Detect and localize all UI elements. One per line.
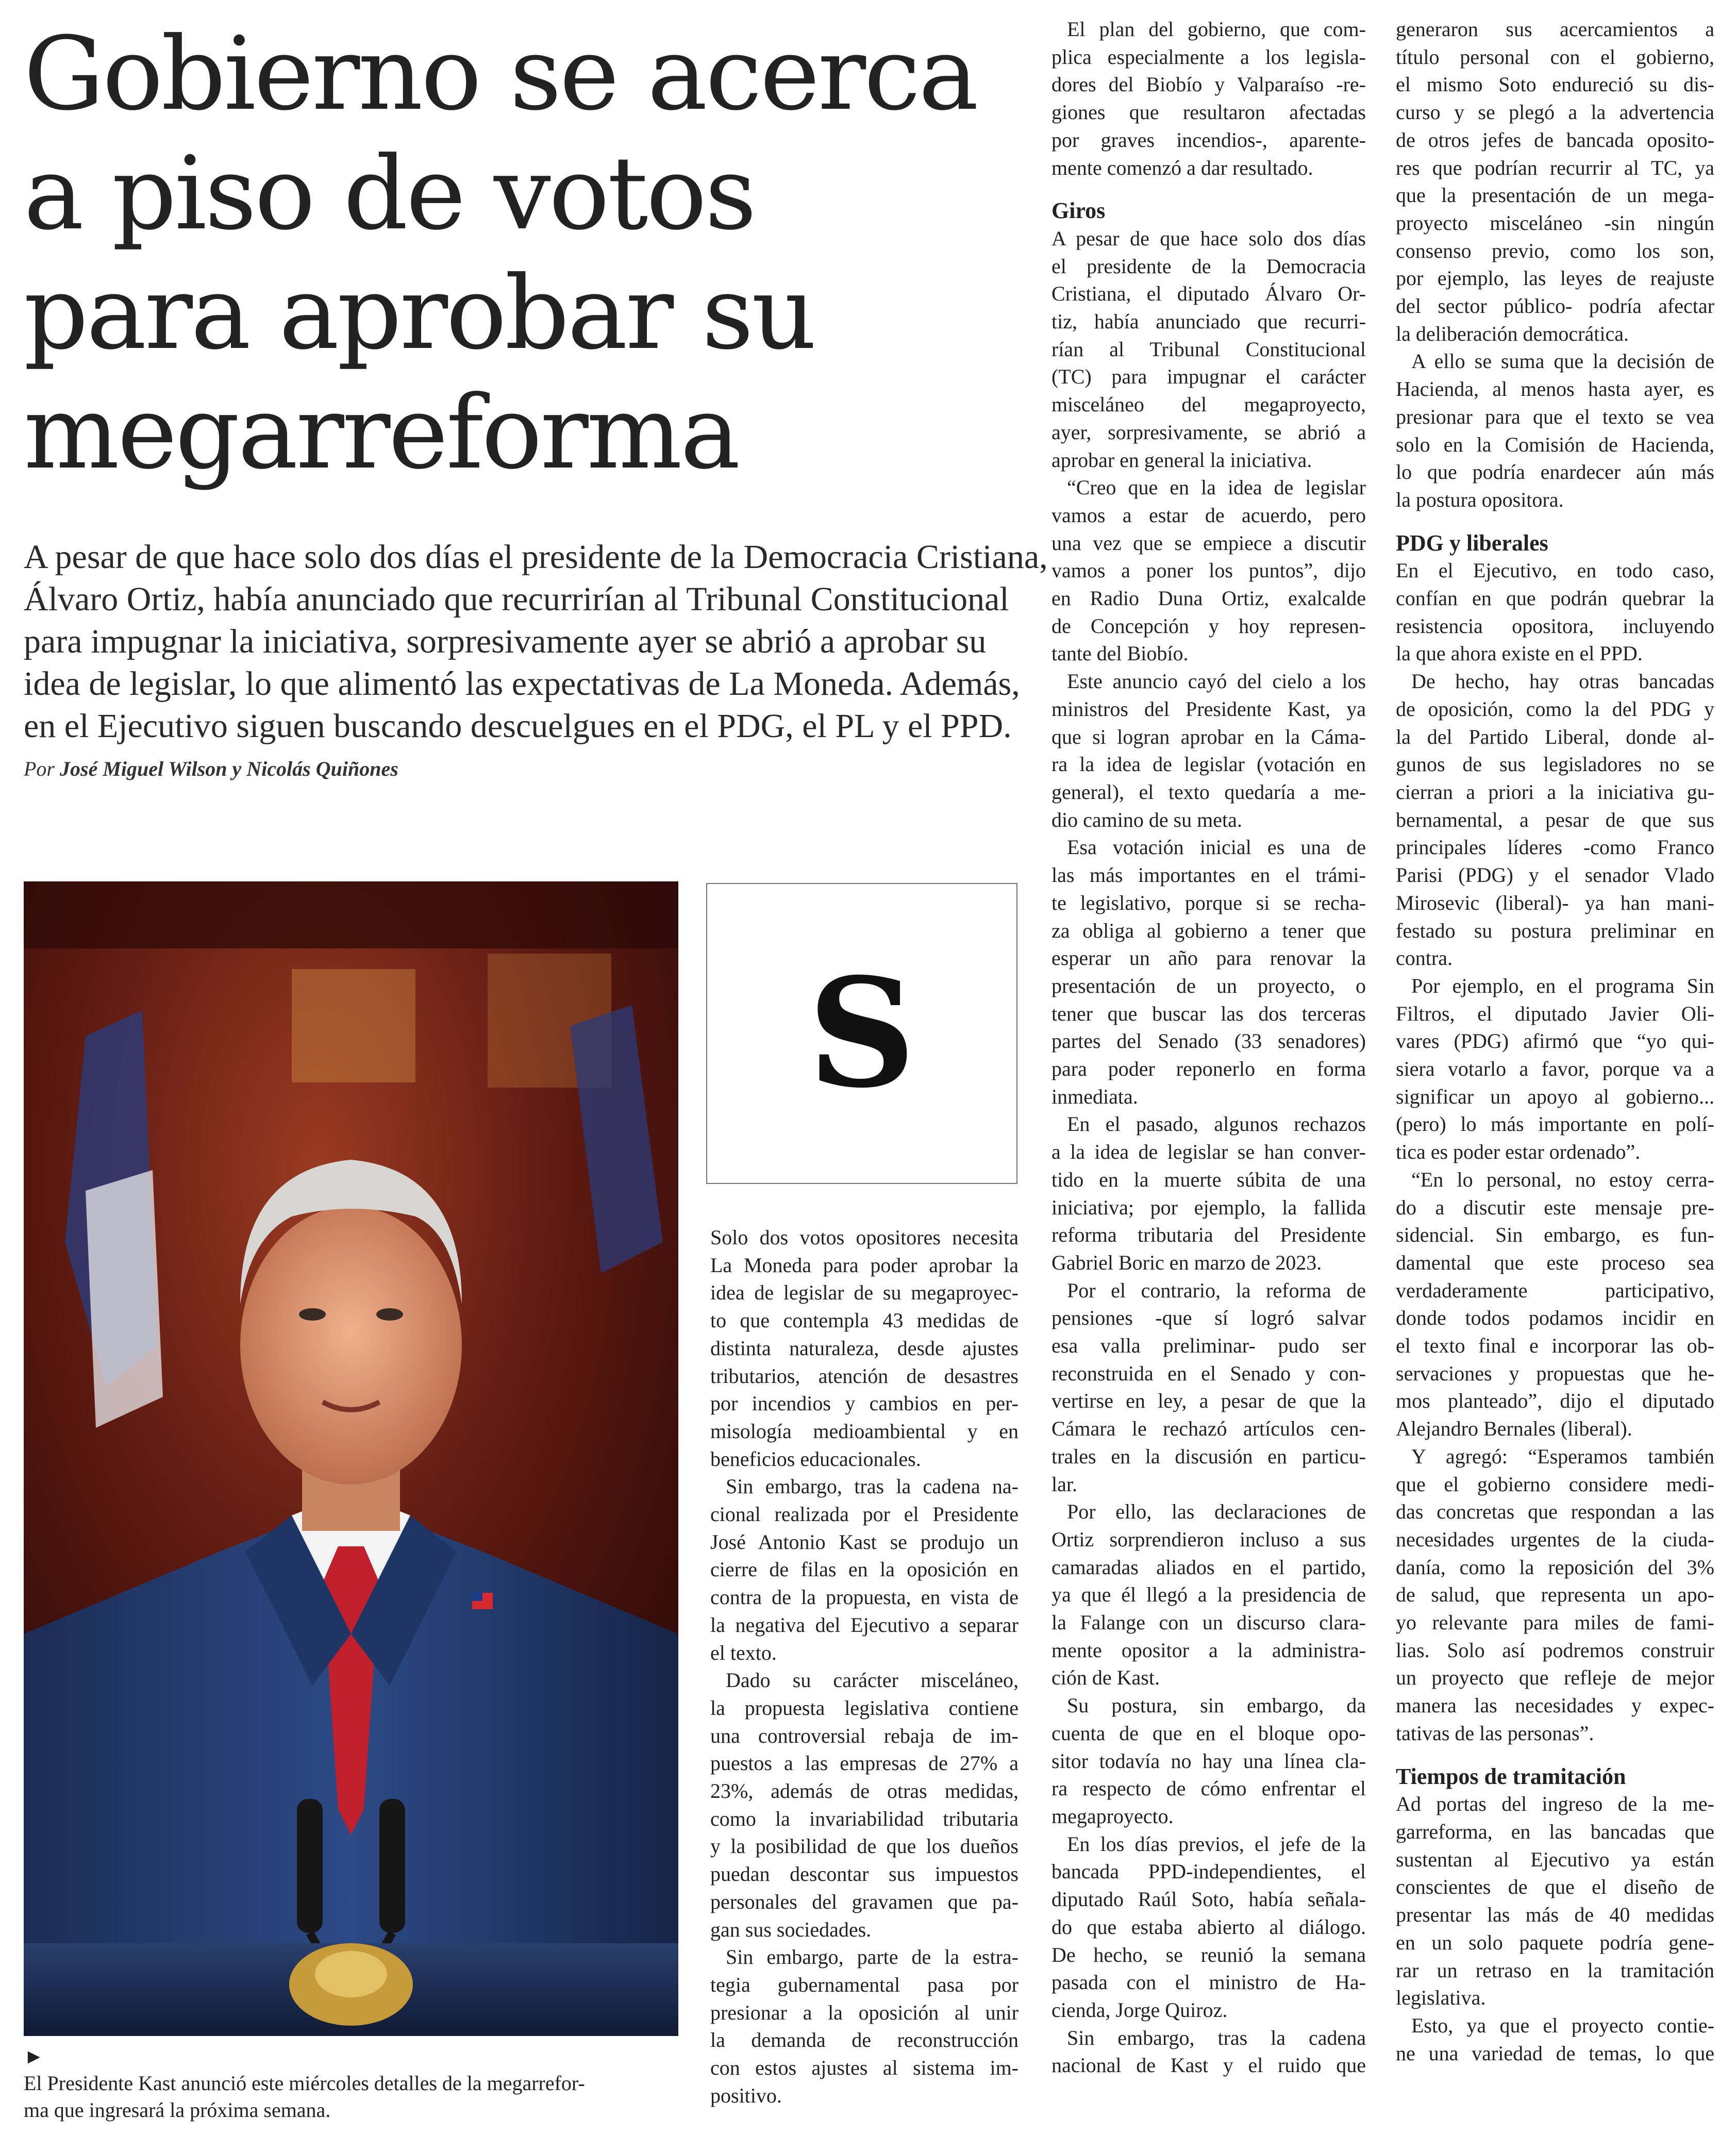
text-line: yo relevante para miles de fami- xyxy=(1396,1611,1714,1634)
text-line: la del Partido Liberal, donde al- xyxy=(1396,725,1714,748)
text-line: siera votarlo a favor, porque va a xyxy=(1396,1057,1714,1081)
lead-line: Álvaro Ortiz, había anunciado que recurrirían al Tribunal Constitucional xyxy=(24,580,1009,618)
text-line: tegia gubernamental pasa por xyxy=(710,1973,1019,1996)
text-line: una controversial rebaja de im- xyxy=(710,1724,1019,1747)
text-line: esperar un año para renovar la xyxy=(1051,946,1366,970)
text-line: un proyecto que refleje de mejor xyxy=(1396,1666,1714,1690)
text-line: De hecho, hay otras bancadas xyxy=(1411,670,1714,693)
text-line: el texto. xyxy=(710,1641,777,1664)
text-line: res que podrían recurrir al TC, ya xyxy=(1396,156,1714,179)
text-line: la negativa del Ejecutivo a separar xyxy=(710,1613,1019,1637)
text-line: puestos a las empresas de 27% a xyxy=(710,1751,1019,1775)
text-line: pasada con el ministro de Ha- xyxy=(1051,1971,1366,1994)
text-line: que si logran aprobar en la Cáma- xyxy=(1051,725,1366,748)
text-line: positivo. xyxy=(710,2083,782,2107)
text-line: solo en la Comisión de Hacienda, xyxy=(1396,432,1714,456)
text-line: za obliga al gobierno a tener que xyxy=(1051,919,1366,942)
text-line: de oposición, como la del PDG y xyxy=(1396,697,1714,721)
text-line: de Concepción y hoy represen- xyxy=(1051,614,1366,638)
text-line: significar un apoyo al gobierno... xyxy=(1396,1084,1714,1108)
text-line: vares (PDG) afirmó que “yo qui- xyxy=(1396,1029,1714,1053)
text-line: rían al Tribunal Constitucional xyxy=(1051,337,1366,361)
text-line: servaciones y propuestas que he- xyxy=(1396,1361,1714,1385)
text-line: Mirosevic (liberal)- ya han mani- xyxy=(1396,891,1714,914)
text-line: damental que este proceso sea xyxy=(1396,1250,1714,1274)
text-line: esa valla preliminar- pudo ser xyxy=(1051,1334,1366,1358)
text-line: Filtros, el diputado Javier Oli- xyxy=(1396,1002,1714,1025)
text-line: Su postura, sin embargo, da xyxy=(1067,1694,1366,1717)
article-lead xyxy=(24,536,1048,747)
text-line: A pesar de que hace solo dos días xyxy=(1051,226,1366,250)
text-line: pensiones -que sí logró salvar xyxy=(1051,1306,1366,1330)
text-line: con estos ajustes al sistema im- xyxy=(710,2056,1019,2080)
text-line: que la presentación de un mega- xyxy=(1396,183,1714,207)
text-line: giones que resultaron afectadas xyxy=(1051,101,1366,124)
text-line: mente opositor a la administra- xyxy=(1051,1638,1366,1662)
text-line: ra respecto de cómo enfrentar el xyxy=(1051,1777,1366,1800)
text-line: tativas de las personas”. xyxy=(1396,1721,1594,1745)
text-line: A ello se suma que la decisión de xyxy=(1411,349,1714,373)
lead-line: A pesar de que hace solo dos días el presidente de la Democracia Cristiana, xyxy=(24,538,1048,576)
text-line: Esa votación inicial es una de xyxy=(1067,836,1366,859)
text-line: Y agregó: “Esperamos también xyxy=(1411,1444,1714,1468)
text-line: Sin embargo, tras la cadena na- xyxy=(726,1475,1019,1498)
column-spacer xyxy=(1396,514,1714,529)
text-line: gan sus sociedades. xyxy=(710,1917,872,1941)
text-line: misología medioambiental y en xyxy=(710,1419,1019,1443)
text-line: Parisi (PDG) y el senador Vlado xyxy=(1396,863,1714,887)
text-line: do a discutir este mensaje pre- xyxy=(1396,1195,1714,1219)
text-line: rar un retraso en la tramitación xyxy=(1396,1958,1714,1982)
text-line: bancada PPD-independientes, el xyxy=(1051,1860,1366,1883)
text-line: distinta naturaleza, desde ajustes xyxy=(710,1336,1019,1360)
text-line: general), el texto quedaría a me- xyxy=(1051,780,1366,804)
caption-marker-icon: ► xyxy=(24,2045,44,2068)
text-line: Por ejemplo, en el programa Sin xyxy=(1411,974,1714,997)
text-line: Alejandro Bernales (liberal). xyxy=(1396,1417,1632,1441)
byline-authors: José Miguel Wilson y Nicolás Quiñones xyxy=(60,757,398,780)
text-line: la postura opositora. xyxy=(1396,488,1564,511)
text-line: cierran a priori a la iniciativa gu- xyxy=(1396,780,1714,804)
text-line: Sin embargo, tras la cadena xyxy=(1067,2026,1366,2049)
text-line: Cámara le rechazó artículos cen- xyxy=(1051,1417,1366,1441)
text-line: El plan del gobierno, que com- xyxy=(1067,18,1366,41)
text-line: festado su postura preliminar en xyxy=(1396,919,1714,942)
headline-line: para aprobar su xyxy=(24,255,815,372)
text-line: “En lo personal, no estoy cerra- xyxy=(1411,1167,1714,1191)
text-line: Por ello, las declaraciones de xyxy=(1067,1500,1366,1524)
text-line: conscientes de que el diseño de xyxy=(1396,1875,1714,1899)
text-line: verdaderamente participativo, xyxy=(1396,1278,1714,1302)
text-line: presionar para que el texto se vea xyxy=(1396,405,1714,428)
text-line: dores del Biobío y Valparaíso -re- xyxy=(1051,73,1366,96)
text-line: del sector público- podría afectar xyxy=(1396,294,1714,318)
text-line: Ad portas del ingreso de la me- xyxy=(1396,1792,1714,1816)
text-line: presionar a la oposición al unir xyxy=(710,2000,1019,2024)
text-line: tica es poder estar ordenado”. xyxy=(1396,1140,1641,1164)
text-line: José Antonio Kast se produjo un xyxy=(710,1530,1019,1554)
text-line: Cristiana, el diputado Álvaro Or- xyxy=(1051,282,1366,306)
text-line: danía, como la reposición del 3% xyxy=(1396,1555,1714,1579)
text-line: generaron sus acercamientos a xyxy=(1396,18,1714,41)
text-line: resistencia opositora, incluyendo xyxy=(1396,614,1714,638)
text-line: la Falange con un discurso clara- xyxy=(1051,1611,1366,1634)
text-line: por incendios y cambios en per- xyxy=(710,1392,1019,1415)
text-line: Hacienda, al menos hasta ayer, es xyxy=(1396,377,1714,401)
text-line: De hecho, se reunió la semana xyxy=(1051,1943,1366,1966)
text-line: (TC) para impugnar el carácter xyxy=(1051,365,1366,389)
text-line: como la invariabilidad tributaria xyxy=(710,1807,1019,1830)
text-line: proyecto misceláneo -sin ningún xyxy=(1396,211,1714,235)
subheading: PDG y liberales xyxy=(1396,530,1548,556)
text-line: tributarios, atención de desastres xyxy=(710,1364,1019,1388)
column-spacer xyxy=(1396,1747,1714,1763)
text-line: el mismo Soto endureció su dis- xyxy=(1396,73,1714,96)
president-photo xyxy=(24,881,678,2036)
text-line: vamos a poner los puntos”, dijo xyxy=(1051,559,1366,582)
text-line: idea de legislar de su megaproyec- xyxy=(710,1281,1019,1305)
text-line: En los días previos, el jefe de la xyxy=(1067,1832,1366,1856)
text-line: en un solo paquete podría gene- xyxy=(1396,1930,1714,1954)
text-line: Ortiz sorprendieron incluso a sus xyxy=(1051,1527,1366,1551)
text-line: las más importantes en el trámi- xyxy=(1051,863,1366,887)
text-line: la demanda de reconstrucción xyxy=(710,2028,1019,2052)
text-line: contra de la propuesta, en vista de xyxy=(710,1586,1019,1609)
text-line: donde todos podamos incidir en xyxy=(1396,1306,1714,1330)
logo-letter: S xyxy=(808,946,916,1121)
text-line: personales del gravamen que pa- xyxy=(710,1890,1019,1913)
text-line: tiz, había anunciado que recurri- xyxy=(1051,310,1366,333)
text-line: de salud, que representa un apo- xyxy=(1396,1583,1714,1607)
headline-line: a piso de votos xyxy=(24,135,755,253)
text-line: to que contempla 43 medidas de xyxy=(710,1309,1019,1332)
section-logo xyxy=(706,883,1017,1184)
text-line: legislativa. xyxy=(1396,1986,1486,2010)
text-line: aprobar en general la iniciativa. xyxy=(1051,448,1312,472)
text-line: misceláneo del megaproyecto, xyxy=(1051,393,1366,416)
text-line: tante del Biobío. xyxy=(1051,642,1189,665)
text-line: nacional de Kast y el ruido que xyxy=(1051,2054,1366,2077)
text-line: tener que buscar las dos terceras xyxy=(1051,1002,1366,1025)
text-line: manera las necesidades y expec- xyxy=(1396,1694,1714,1717)
text-line: Dado su carácter misceláneo, xyxy=(726,1668,1019,1692)
text-line: reconstruida en el Senado y con- xyxy=(1051,1361,1366,1385)
text-line: que el gobierno considere medi- xyxy=(1396,1472,1714,1496)
text-line: Sin embargo, parte de la estra- xyxy=(726,1945,1019,1969)
text-line: necesidades urgentes de la ciuda- xyxy=(1396,1527,1714,1551)
byline xyxy=(24,757,398,781)
text-line: para poder reponerlo en forma xyxy=(1051,1057,1366,1081)
text-line: principales líderes -como Franco xyxy=(1396,836,1714,859)
text-line: lar. xyxy=(1051,1472,1077,1496)
text-line: trales en la discusión en particu- xyxy=(1051,1444,1366,1468)
lead-line: para impugnar la iniciativa, sorpresivamente ayer se abrió a aprobar su xyxy=(24,623,987,660)
lead-line: en el Ejecutivo siguen buscando descuelgues en el PDG, el PL y el PPD. xyxy=(24,707,1012,745)
caption-text: El Presidente Kast anunció este miércoles detalles de la megarrefor- xyxy=(24,2072,585,2095)
text-line: la que ahora existe en el PPD. xyxy=(1396,642,1643,665)
text-line: la deliberación democrática. xyxy=(1396,322,1629,345)
text-line: ya que él llegó a la presidencia de xyxy=(1051,1583,1366,1607)
text-line: megaproyecto. xyxy=(1051,1805,1174,1828)
text-line: Esto, ya que el proyecto contie- xyxy=(1411,2013,1714,2037)
text-line: sustentan al Ejecutivo ya están xyxy=(1396,1847,1714,1871)
text-line: vertirse en ley, a pesar de que la xyxy=(1051,1389,1366,1413)
text-line: lo que podría enardecer aún más xyxy=(1396,460,1714,484)
text-line: por ejemplo, las leyes de reajuste xyxy=(1396,266,1714,290)
text-line: mos planteado”, dijo el diputado xyxy=(1396,1389,1714,1413)
text-line: beneficios educacionales. xyxy=(710,1447,921,1471)
text-line: inmediata. xyxy=(1051,1084,1138,1108)
article-column-1 xyxy=(710,1224,1019,2110)
text-line: ne una variedad de temas, lo que xyxy=(1396,2041,1714,2065)
text-line: cuenta de que en el bloque opo- xyxy=(1051,1721,1366,1745)
text-line: ra la idea de legislar (votación en xyxy=(1051,753,1366,776)
text-line: ción de Kast. xyxy=(1051,1666,1160,1690)
text-line: la propuesta legislativa contiene xyxy=(710,1696,1019,1720)
president-photo-illustration xyxy=(24,881,678,2036)
text-line: en Radio Duna Ortiz, exalcalde xyxy=(1051,587,1366,610)
text-line: consenso previo, como los son, xyxy=(1396,239,1714,262)
text-line: Solo dos votos opositores necesita xyxy=(710,1226,1019,1249)
text-line: En el pasado, algunos rechazos xyxy=(1067,1112,1366,1136)
text-line: curso y se plegó a la advertencia xyxy=(1396,101,1714,124)
text-line: Gabriel Boric en marzo de 2023. xyxy=(1051,1250,1322,1274)
text-line: reforma tributaria del Presidente xyxy=(1051,1223,1366,1247)
text-line: puedan descontar sus impuestos xyxy=(710,1862,1019,1886)
text-line: iniciativa; por ejemplo, la fallida xyxy=(1051,1195,1366,1219)
text-line: ministros del Presidente Kast, ya xyxy=(1051,697,1366,721)
text-line: tido en la muerte súbita de una xyxy=(1051,1167,1366,1191)
text-line: plica especialmente a los legisla- xyxy=(1051,45,1366,69)
text-line: de otros jefes de bancada oposito- xyxy=(1396,128,1714,152)
text-line: garreforma, en las bancadas que xyxy=(1396,1820,1714,1843)
text-line: das concretas que respondan a las xyxy=(1396,1500,1714,1524)
lead-line: idea de legislar, lo que alimentó las expectativas de La Moneda. Además, xyxy=(24,665,1020,703)
photo-caption xyxy=(24,2043,683,2124)
text-line: contra. xyxy=(1396,946,1453,970)
text-line: partes del Senado (33 senadores) xyxy=(1051,1029,1366,1053)
text-line: bernamental, a pesar de que sus xyxy=(1396,808,1714,831)
text-line: “Creo que en la idea de legislar xyxy=(1067,476,1366,499)
text-line: sitor todavía no hay una línea cla- xyxy=(1051,1749,1366,1773)
text-line: sidencial. Sin embargo, es fun- xyxy=(1396,1223,1714,1247)
caption-line: ma que ingresará la próxima semana. xyxy=(24,2098,331,2122)
text-line: En el Ejecutivo, en todo caso, xyxy=(1396,559,1714,582)
text-line: por graves incendios-, aparente- xyxy=(1051,128,1366,152)
text-line: Este anuncio cayó del cielo a los xyxy=(1067,670,1366,693)
text-line: cional realizada por el Presidente xyxy=(710,1503,1019,1526)
article-column-3 xyxy=(1396,15,1714,2067)
text-line: do que estaba abierto al diálogo. xyxy=(1051,1915,1366,1939)
text-line: presentación de un proyecto, o xyxy=(1051,974,1366,997)
text-line: mente comenzó a dar resultado. xyxy=(1051,156,1313,179)
text-line: ayer, sorpresivamente, se abrió a xyxy=(1051,420,1366,444)
text-line: lias. Solo así podremos construir xyxy=(1396,1638,1714,1662)
text-line: presentar las más de 40 medidas xyxy=(1396,1903,1714,1927)
text-line: y la posibilidad de que los dueños xyxy=(710,1834,1019,1858)
text-line: vamos a estar de acuerdo, pero xyxy=(1051,503,1366,527)
text-line: dio camino de su meta. xyxy=(1051,808,1242,831)
text-line: Por el contrario, la reforma de xyxy=(1067,1278,1366,1302)
text-line: camaradas aliados en el partido, xyxy=(1051,1555,1366,1579)
headline xyxy=(24,14,1003,493)
text-line: una vez que se empiece a discutir xyxy=(1051,531,1366,555)
text-line: La Moneda para poder aprobar la xyxy=(710,1253,1019,1277)
text-line: 23%, además de otras medidas, xyxy=(710,1779,1019,1803)
text-line: confían en que podrán quebrar la xyxy=(1396,587,1714,610)
article-column-2 xyxy=(1051,15,1366,2079)
byline-prefix: Por xyxy=(24,757,55,780)
text-line: el presidente de la Democracia xyxy=(1051,254,1366,278)
text-line: diputado Raúl Soto, había señala- xyxy=(1051,1888,1366,1911)
column-spacer xyxy=(1051,181,1366,197)
headline-line: megarreforma xyxy=(24,374,739,492)
text-line: a la idea de legislar se han conver- xyxy=(1051,1140,1366,1164)
text-line: cienda, Jorge Quiroz. xyxy=(1051,1998,1228,2022)
text-line: te legislativo, porque si se recha- xyxy=(1051,891,1366,914)
caption-line xyxy=(24,2043,683,2097)
text-line: el texto final e incorporar las ob- xyxy=(1396,1334,1714,1358)
headline-line: Gobierno se acerca xyxy=(24,15,977,133)
text-line: (pero) lo más importante en polí- xyxy=(1396,1112,1714,1136)
subheading: Tiempos de tramitación xyxy=(1396,1763,1626,1789)
text-line: título personal con el gobierno, xyxy=(1396,45,1714,69)
text-line: gunos de sus legisladores no se xyxy=(1396,753,1714,776)
subheading: Giros xyxy=(1051,198,1106,224)
text-line: cierre de filas en la oposición en xyxy=(710,1558,1019,1581)
